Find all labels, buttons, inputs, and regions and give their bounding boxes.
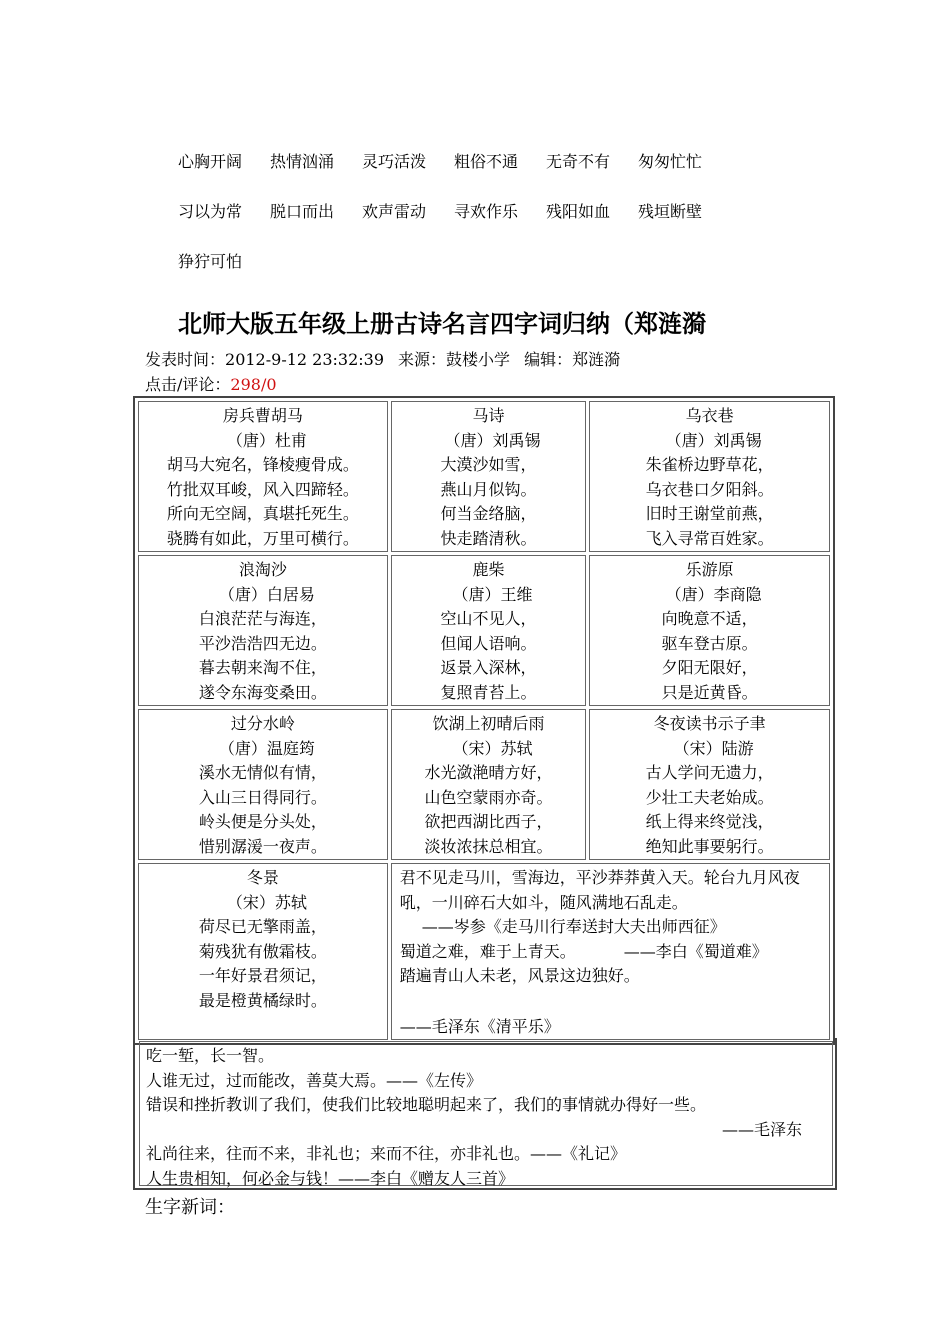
- clicks-value: 298/0: [230, 375, 277, 394]
- poem-line: 水光潋滟晴方好，: [424, 763, 553, 782]
- meta-publish-line: [145, 349, 620, 371]
- poem-line: 遂令东海变桑田。: [198, 682, 327, 702]
- poem-line: 骁腾有如此，万里可横行。: [166, 528, 359, 548]
- poem-line: 岭头便是分头处，: [198, 812, 327, 831]
- poem-line: 山色空蒙雨亦奇。: [424, 787, 553, 807]
- poem-line: 溪水无情似有情，: [198, 763, 327, 782]
- poem-author: （宋）苏轼: [452, 738, 533, 758]
- poem-line: 何当金络脑，: [440, 504, 537, 523]
- saying-line: 错误和挫折教训了我们，使我们比较地聪明起来了，我们的事情就办得好一些。: [146, 1095, 707, 1114]
- poem-cell: [138, 401, 388, 552]
- idiom-row-3: [178, 250, 270, 274]
- publish-time: 2012-9-12 23:32:39: [225, 350, 385, 369]
- poem-line: 一年好景君须记，: [198, 966, 327, 985]
- poem-line: 空山不见人，: [440, 609, 537, 628]
- poem-author: （唐）刘禹锡: [444, 430, 541, 450]
- poem-cell: [391, 709, 587, 860]
- poem-cell: [391, 555, 587, 706]
- saying-line: 礼尚往来，往而不来，非礼也；来而不往，亦非礼也。——《礼记》: [146, 1144, 627, 1163]
- poem-author: （唐）杜甫: [226, 430, 307, 450]
- poem-line: 返景入深林，: [440, 658, 537, 677]
- saying-line: 吃一堑，长一智。: [146, 1046, 275, 1065]
- idiom-item: 残垣断壁: [638, 202, 703, 221]
- poem-author: （唐）李商隐: [665, 584, 762, 604]
- quote-line-2: [400, 940, 823, 965]
- idiom-item: 粗俗不通: [454, 152, 519, 171]
- poem-line: 荷尽已无擎雨盖，: [198, 917, 327, 936]
- poem-line: 燕山月似钩。: [440, 479, 537, 499]
- poem-author: （唐）王维: [452, 584, 533, 604]
- idiom-item: 脱口而出: [270, 202, 335, 221]
- poem-line: 惜别潺湲一夜声。: [198, 836, 327, 856]
- poem-line: 古人学问无遗力，: [645, 763, 774, 782]
- poem-title: 饮湖上初晴后雨: [432, 714, 545, 733]
- quote-source: ——李白《蜀道难》: [623, 941, 768, 961]
- idiom-item: 灵巧活泼: [362, 152, 427, 171]
- poem-line: 飞入寻常百姓家。: [645, 528, 774, 548]
- saying-line: 人谁无过，过而能改，善莫大焉。——《左传》: [146, 1070, 483, 1090]
- idiom-item: 热情汹涌: [270, 152, 335, 171]
- poem-cell: [138, 863, 388, 1040]
- clicks-label: 点击/评论：: [145, 375, 231, 394]
- quote-text: 君不见走马川，雪海边，平沙莽莽黄入天。轮台九月风夜吼，一川碎石大如斗，随风满地石乱走。: [399, 868, 800, 912]
- poem-line: 白浪茫茫与海连，: [198, 609, 327, 628]
- poem-cell: [138, 709, 388, 860]
- source-value: 鼓楼小学: [446, 350, 511, 369]
- meta-clicks-line: [145, 374, 277, 396]
- quote-text: 踏遍青山人未老，风景这边独好。: [399, 966, 640, 985]
- page-title: 北师大版五年级上册古诗名言四字词归纳（郑涟漪: [178, 310, 706, 338]
- poem-line: 暮去朝来淘不住，: [198, 658, 327, 677]
- poem-line: 快走踏清秋。: [440, 528, 537, 548]
- poem-cell: [589, 401, 830, 552]
- poem-cell: [589, 709, 830, 860]
- poem-line: 大漠沙如雪，: [440, 455, 537, 474]
- poem-line: 绝知此事要躬行。: [645, 836, 774, 856]
- poem-title: 乐游原: [685, 560, 734, 579]
- poem-line: 驱车登古原。: [661, 633, 758, 653]
- poem-title: 鹿柴: [472, 560, 505, 579]
- saying-line: 人生贵相知，何必金与钱！——李白《赠友人三首》: [146, 1168, 515, 1188]
- poem-line: 平沙浩浩四无边。: [198, 633, 327, 653]
- poem-line: 乌衣巷口夕阳斜。: [645, 479, 774, 499]
- idiom-item: 寻欢作乐: [454, 202, 519, 221]
- idiom-item: 心胸开阔: [178, 152, 243, 171]
- idiom-item: 匆匆忙忙: [638, 152, 703, 171]
- poem-line: 只是近黄昏。: [661, 682, 758, 702]
- idiom-item: 狰狞可怕: [178, 252, 243, 271]
- idiom-item: 残阳如血: [546, 202, 611, 221]
- poem-author: （宋）陆游: [673, 738, 754, 758]
- poem-author: （宋）苏轼: [226, 892, 307, 912]
- poem-cell: [138, 555, 388, 706]
- poem-title: 过分水岭: [230, 714, 295, 733]
- poem-line: 淡妆浓抹总相宜。: [424, 836, 553, 856]
- idiom-row-2: [178, 200, 730, 224]
- poem-author: （唐）刘禹锡: [665, 430, 762, 450]
- poem-title: 马诗: [472, 406, 505, 425]
- poem-line: 少壮工夫老始成。: [645, 787, 774, 807]
- poem-line: 但闻人语响。: [440, 633, 537, 653]
- idiom-item: 欢声雷动: [362, 202, 427, 221]
- quote-source: ——岑参《走马川行奉送封大夫出师西征》: [421, 917, 726, 936]
- poem-line: 向晚意不适，: [661, 609, 758, 628]
- quote-source: ——毛泽东《清平乐》: [399, 1016, 560, 1036]
- poem-title: 浪淘沙: [238, 560, 287, 579]
- source-label: 来源：: [398, 350, 447, 369]
- idiom-row-1: [178, 150, 730, 174]
- poem-cell: [589, 555, 830, 706]
- poem-author: （唐）温庭筠: [218, 738, 315, 758]
- poem-title: 冬景: [246, 868, 279, 887]
- poem-title: 房兵曹胡马: [222, 406, 303, 425]
- poem-title: 冬夜读书示子聿: [653, 714, 766, 733]
- poem-line: 旧时王谢堂前燕，: [645, 504, 774, 523]
- sayings-cell: [139, 1041, 833, 1186]
- poem-line: 夕阳无限好，: [661, 658, 758, 677]
- new-words-label: 生字新词：: [145, 1197, 235, 1218]
- poem-line: 复照青苔上。: [440, 682, 537, 702]
- quote-cell: [391, 863, 830, 1040]
- sayings-box: [133, 1038, 837, 1190]
- idiom-item: 无奇不有: [546, 152, 611, 171]
- poem-line: 纸上得来终觉浅，: [645, 812, 774, 831]
- poem-line: 朱雀桥边野草花，: [645, 455, 774, 474]
- poem-line: 入山三日得同行。: [198, 787, 327, 807]
- poem-title: 乌衣巷: [685, 406, 734, 425]
- idiom-item: 习以为常: [178, 202, 243, 221]
- editor-value: 郑涟漪: [572, 350, 621, 369]
- poem-line: 竹批双耳峻，风入四蹄轻。: [166, 479, 359, 499]
- poem-line: 最是橙黄橘绿时。: [198, 990, 327, 1010]
- poem-line: 欲把西湖比西子，: [424, 812, 553, 831]
- publish-label: 发表时间：: [145, 350, 226, 369]
- poem-line: 所向无空阔，真堪托死生。: [166, 504, 359, 523]
- poem-line: 菊残犹有傲霜枝。: [198, 941, 327, 961]
- poem-author: （唐）白居易: [218, 584, 315, 604]
- poem-line: 胡马大宛名，锋棱瘦骨成。: [166, 455, 359, 474]
- saying-source: ——毛泽东: [721, 1119, 802, 1139]
- editor-label: 编辑：: [524, 350, 573, 369]
- poem-cell: [391, 401, 587, 552]
- quote-text: 蜀道之难，难于上青天。: [399, 941, 576, 961]
- poem-table: [133, 396, 835, 1045]
